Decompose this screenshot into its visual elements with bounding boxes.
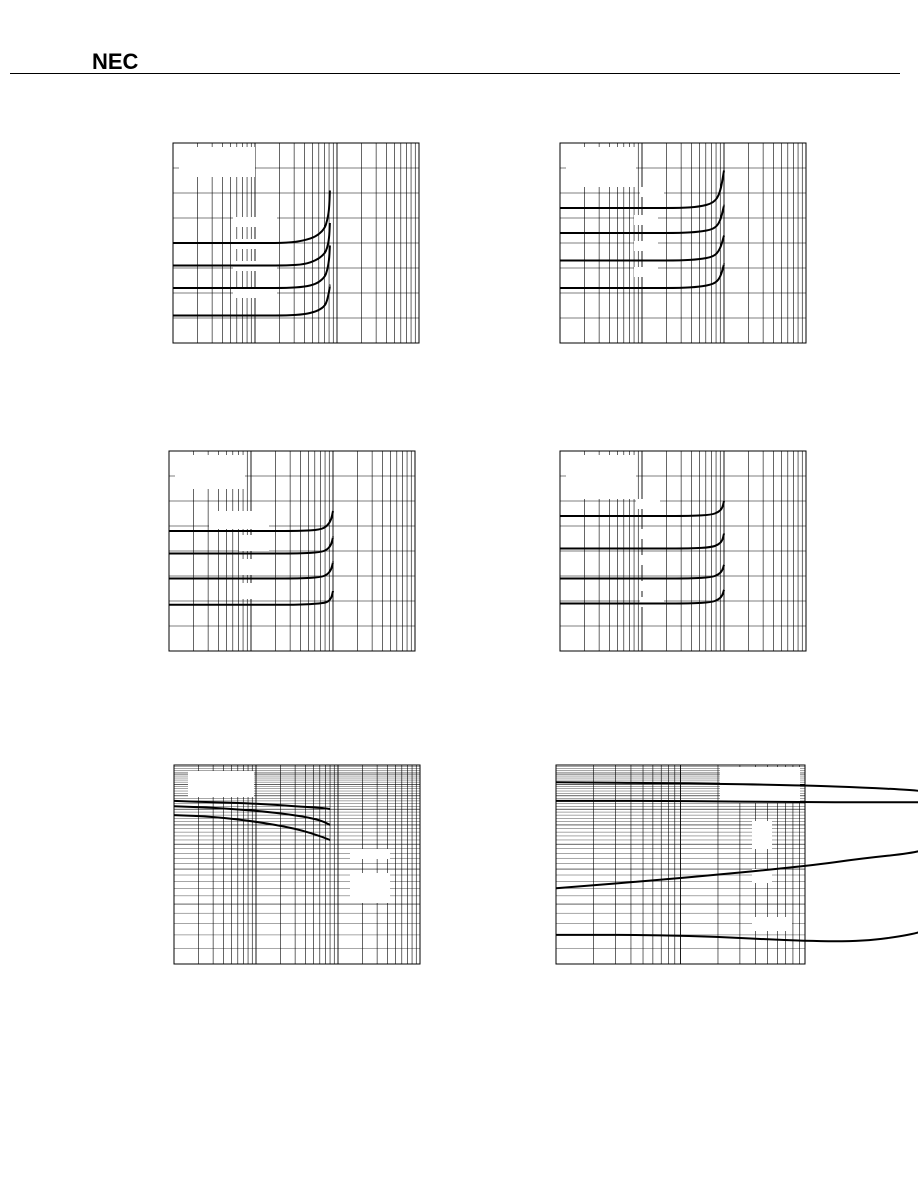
label-box bbox=[752, 821, 772, 835]
label-box bbox=[566, 455, 636, 499]
label-box bbox=[233, 288, 277, 298]
label-box bbox=[350, 873, 390, 903]
chart-2 bbox=[560, 143, 806, 343]
series-line-3 bbox=[556, 849, 918, 889]
label-box bbox=[634, 267, 658, 277]
chart-5 bbox=[174, 765, 420, 964]
label-box bbox=[239, 535, 269, 551]
label-box bbox=[636, 499, 660, 509]
series-line-4 bbox=[556, 929, 918, 941]
header-rule bbox=[10, 73, 900, 74]
label-box bbox=[175, 455, 245, 489]
label-box bbox=[350, 849, 390, 859]
label-box bbox=[239, 583, 269, 599]
nec-logo bbox=[92, 50, 162, 72]
logo-text: NEC bbox=[92, 50, 139, 72]
label-box bbox=[188, 771, 254, 797]
label-box bbox=[179, 147, 255, 177]
label-box bbox=[233, 217, 277, 227]
label-box bbox=[239, 559, 269, 575]
chart-3 bbox=[169, 451, 415, 651]
label-box bbox=[640, 581, 664, 591]
label-box bbox=[752, 835, 772, 849]
label-box bbox=[640, 187, 664, 197]
label-box bbox=[566, 147, 636, 187]
chart-1 bbox=[173, 143, 419, 343]
chart-6 bbox=[556, 765, 805, 964]
label-box bbox=[640, 555, 664, 565]
label-box bbox=[640, 529, 664, 539]
label-box bbox=[634, 215, 658, 225]
series-line-2 bbox=[556, 801, 918, 802]
label-box bbox=[640, 597, 664, 607]
label-box bbox=[752, 917, 792, 931]
label-box bbox=[634, 241, 658, 251]
label-box bbox=[209, 511, 269, 529]
chart-4 bbox=[560, 451, 806, 651]
